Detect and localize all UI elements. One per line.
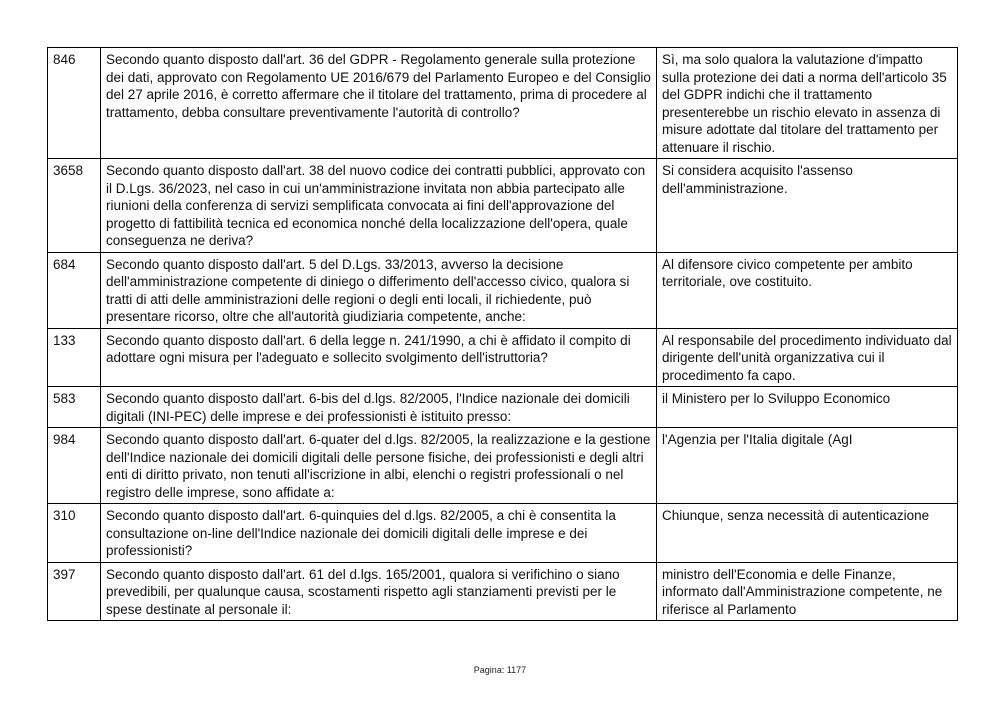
table-row xyxy=(48,387,958,428)
question-text: Secondo quanto disposto dall'art. 5 del D.Lgs. 33/2013, avverso la decisione dell'amministrazione competente di diniego o differimento dell'accesso civico, qualora si tratti di atti delle amministrazioni delle regioni o degli enti locali, il richiedente, può presentare ricorso, oltre che all'autorità giudiziaria competente, anche: xyxy=(101,252,657,328)
question-id: 310 xyxy=(48,504,101,563)
table-row xyxy=(48,252,958,328)
qa-table xyxy=(47,47,958,621)
table-row xyxy=(48,504,958,563)
answer-text: Chiunque, senza necessità di autenticazione xyxy=(657,504,958,563)
question-id: 684 xyxy=(48,252,101,328)
table-row xyxy=(48,328,958,387)
question-text: Secondo quanto disposto dall'art. 6-quinquies del d.lgs. 82/2005, a chi è consentita la consultazione on-line dell'Indice nazionale dei domicili digitali delle imprese e dei professionisti? xyxy=(101,504,657,563)
table-row xyxy=(48,428,958,504)
question-id: 3658 xyxy=(48,159,101,253)
table-row xyxy=(48,562,958,621)
answer-text: l'Agenzia per l'Italia digitale (AgI xyxy=(657,428,958,504)
answer-text: ministro dell'Economia e delle Finanze, informato dall'Amministrazione competente, ne riferisce al Parlamento xyxy=(657,562,958,621)
page-number: Pagina: 1177 xyxy=(473,665,527,675)
question-id: 846 xyxy=(48,48,101,159)
table-row xyxy=(48,48,958,159)
question-text: Secondo quanto disposto dall'art. 6-bis del d.lgs. 82/2005, l'Indice nazionale dei domicili digitali (INI-PEC) delle imprese e dei professionisti è istituito presso: xyxy=(101,387,657,428)
question-text: Secondo quanto disposto dall'art. 6 della legge n. 241/1990, a chi è affidato il compito di adottare ogni misura per l'adeguato e sollecito svolgimento dell'istruttoria? xyxy=(101,328,657,387)
question-text: Secondo quanto disposto dall'art. 6-quater del d.lgs. 82/2005, la realizzazione e la gestione dell'Indice nazionale dei domicili digitali delle persone fisiche, dei professionisti e degli altri enti di diritto privato, non tenuti all'iscrizione in albi, elenchi o registri professionali o nel registro delle imprese, sono affidate a: xyxy=(101,428,657,504)
answer-text: Al difensore civico competente per ambito territoriale, ove costituito. xyxy=(657,252,958,328)
question-text: Secondo quanto disposto dall'art. 38 del nuovo codice dei contratti pubblici, approvato con il D.Lgs. 36/2023, nel caso in cui un'amministrazione invitata non abbia partecipato alle riunioni della conferenza di servizi semplificata convocata ai fini dell'approvazione del progetto di fattibilità tecnica ed economica nonché della localizzazione dell'opera, quale conseguenza ne deriva? xyxy=(101,159,657,253)
question-text: Secondo quanto disposto dall'art. 61 del d.lgs. 165/2001, qualora si verifichino o siano prevedibili, per qualunque causa, scostamenti rispetto agli stanziamenti previsti per le spese destinate al personale il: xyxy=(101,562,657,621)
question-id: 397 xyxy=(48,562,101,621)
answer-text: Al responsabile del procedimento individuato dal dirigente dell'unità organizzativa cui il procedimento fa capo. xyxy=(657,328,958,387)
question-id: 984 xyxy=(48,428,101,504)
answer-text: Si considera acquisito l'assenso dell'amministrazione. xyxy=(657,159,958,253)
question-id: 133 xyxy=(48,328,101,387)
answer-text: Sì, ma solo qualora la valutazione d'impatto sulla protezione dei dati a norma dell'articolo 35 del GDPR indichi che il trattamento presenterebbe un rischio elevato in assenza di misure adottate dal titolare del trattamento per attenuare il rischio. xyxy=(657,48,958,159)
question-text: Secondo quanto disposto dall'art. 36 del GDPR - Regolamento generale sulla protezione dei dati, approvato con Regolamento UE 2016/679 del Parlamento Europeo e del Consiglio del 27 aprile 2016, è corretto affermare che il titolare del trattamento, prima di procedere al trattamento, debba consultare preventivamente l'autorità di controllo? xyxy=(101,48,657,159)
table-row xyxy=(48,159,958,253)
answer-text: il Ministero per lo Sviluppo Economico xyxy=(657,387,958,428)
question-id: 583 xyxy=(48,387,101,428)
